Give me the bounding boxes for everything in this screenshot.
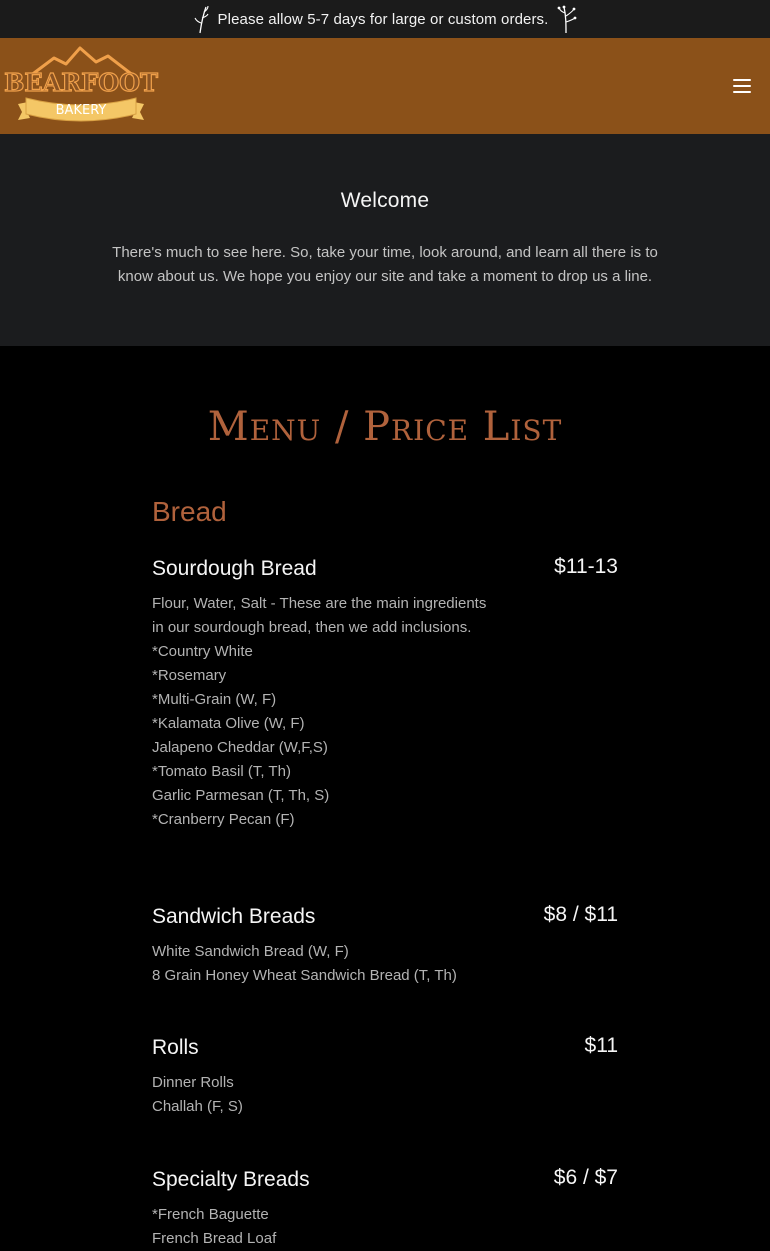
announcement-bar [0,0,770,38]
item-description: Dinner Rolls Challah (F, S) [152,1074,243,1115]
item-price: $8 / $11 [543,903,618,926]
item-price: $11 [584,1034,618,1057]
hamburger-icon-line [733,79,751,81]
welcome-text: There's much to see here. So, take your time, look around, and learn all there is to know about us. We hope you enjoy our site and take a moment to drop us a line. [112,244,658,285]
item-description: Flour, Water, Salt - These are the main ingredients in our sourdough bread, then we add inclusions. *Country White *Rosemary *Multi-Grain (W, F) *Kalamata Olive (W, F) Jalapeno Cheddar (W,F,S) *Tomato Basil (T, Th) Garlic Parmesan (T, Th, S) *Cranberry Pecan (F) [152,595,487,828]
item-description: *French Baguette French Bread Loaf [152,1206,277,1247]
site-header [0,38,770,134]
item-name: Specialty Breads [152,1168,310,1191]
menu-section [0,346,770,1247]
hamburger-icon-line [733,91,751,93]
item-description: White Sandwich Bread (W, F) 8 Grain Honey Wheat Sandwich Bread (T, Th) [152,943,457,984]
svg-text:BAKERY: BAKERY [55,103,107,118]
menu-title: Menu / Price List [207,404,563,450]
item-name: Rolls [152,1036,199,1059]
menu-item-sandwich-breads [152,904,618,988]
announcement-text: Please allow 5-7 days for large or custom orders. [217,10,549,28]
welcome-title: Welcome [340,189,430,212]
hamburger-menu-button[interactable] [730,74,754,98]
hamburger-icon-line [733,85,751,87]
item-name: Sourdough Bread [152,557,317,580]
category-heading: Bread [152,496,227,527]
menu-item-rolls [152,1035,618,1119]
item-price: $6 / $7 [553,1166,618,1189]
sprig-left-icon [192,4,210,34]
sprig-right-icon [556,4,578,34]
item-name: Sandwich Breads [152,905,316,928]
menu-item-specialty-breads [152,1167,618,1251]
bearfoot-bakery-logo[interactable] [4,46,158,126]
item-price: $11-13 [554,555,618,578]
svg-text:BEARFOOT: BEARFOOT [4,68,158,97]
menu-item-sourdough [152,556,618,832]
welcome-section [0,134,770,346]
